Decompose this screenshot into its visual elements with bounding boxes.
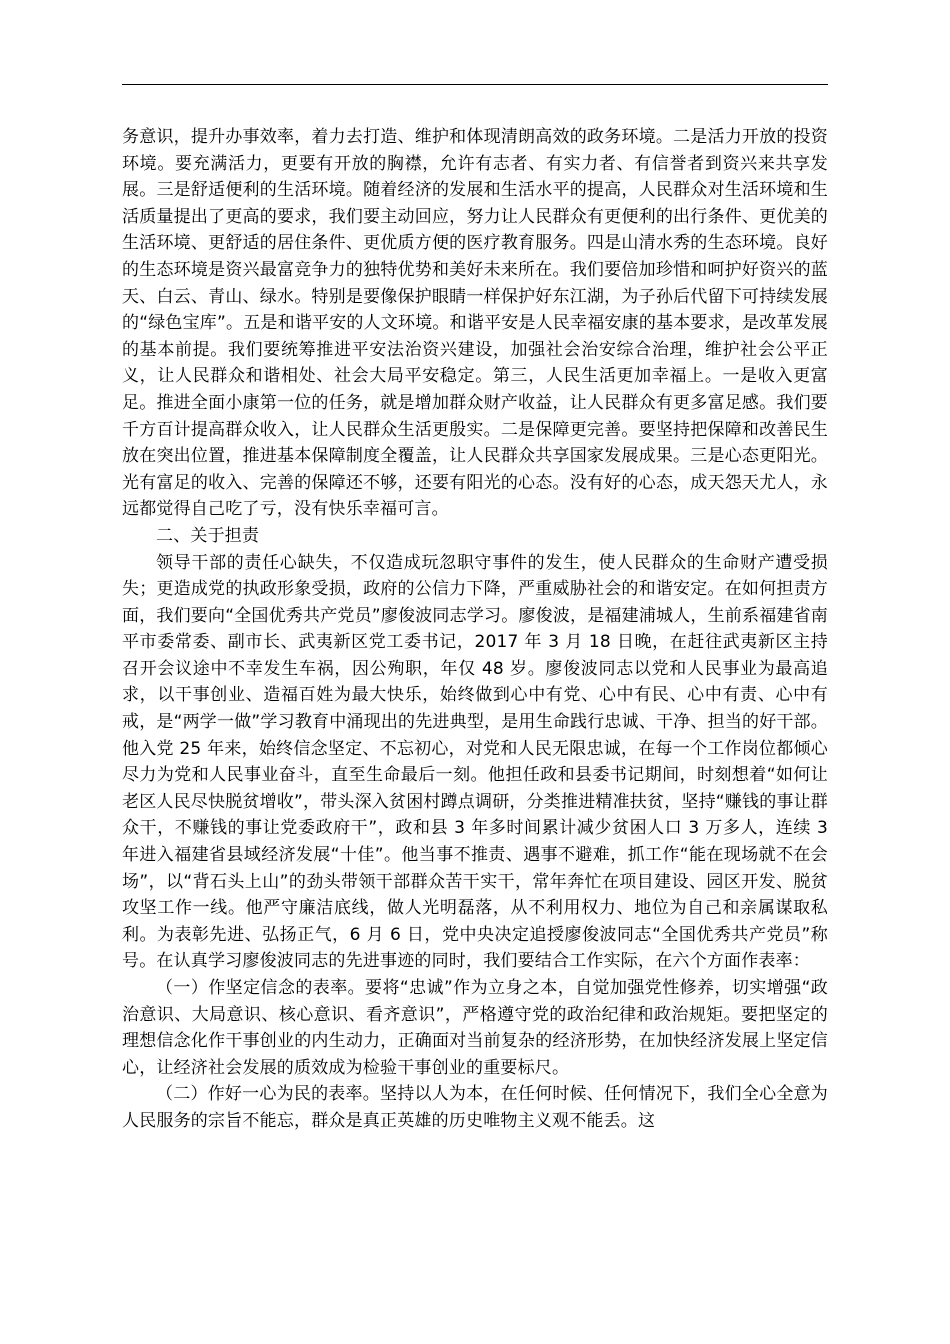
document-body: [122, 124, 828, 1135]
paragraph: 领导干部的责任心缺失，不仅造成玩忽职守事件的发生，使人民群众的生命财产遭受损失；更造成党的执政形象受损，政府的公信力下降，严重威胁社会的和谐安定。在如何担责方面，我们要向“全国优秀共产党员”廖俊波同志学习。廖俊波，是福建浦城人，生前系福建省南平市委常委、副市长、武夷新区党工委书记，2017 年 3 月 18 日晚，在赶往武夷新区主持召开会议途中不幸发生车祸，因公殉职，年仅 48 岁。廖俊波同志以党和人民事业为最高追求，以干事创业、造福百姓为最大快乐，始终做到心中有党、心中有民、心中有责、心中有戒，是“两学一做”学习教育中涌现出的先进典型，是用生命践行忠诚、干净、担当的好干部。他入党 25 年来，始终信念坚定、不忘初心，对党和人民无限忠诚，在每一个工作岗位都倾心尽力为党和人民事业奋斗，直至生命最后一刻。他担任政和县委书记期间，时刻想着“如何让老区人民尽快脱贫增收”，带头深入贫困村蹲点调研，分类推进精准扶贫，坚持“赚钱的事让群众干，不赚钱的事让党委政府干”，政和县 3 年多时间累计减少贫困人口 3 万多人，连续 3 年进入福建省县域经济发展“十佳”。他当事不推责、遇事不避难，抓工作“能在现场就不在会场”，以“背石头上山”的劲头带领干部群众苦干实干，常年奔忙在项目建设、园区开发、脱贫攻坚工作一线。他严守廉洁底线，做人光明磊落，从不利用权力、地位为自己和亲属谋取私利。为表彰先进、弘扬正气，6 月 6 日，党中央决定追授廖俊波同志“全国优秀共产党员”称号。在认真学习廖俊波同志的先进事迹的同时，我们要结合工作实际，在六个方面作表率：: [122, 552, 829, 972]
paragraph: （一）作坚定信念的表率。要将“忠诚”作为立身之本，自觉加强党性修养，切实增强“政治意识、大局意识、核心意识、看齐意识”，严格遵守党的政治纪律和政治规矩。要把坚定的理想信念化作干事创业的内生动力，正确面对当前复杂的经济形势，在加快经济发展上坚定信心，让经济社会发展的质效成为检验干事创业的重要标尺。: [122, 978, 828, 1078]
paragraph: （二）作好一心为民的表率。坚持以人为本，在任何时候、任何情况下，我们全心全意为人民服务的宗旨不能忘，群众是真正英雄的历史唯物主义观不能丢。这: [122, 1084, 828, 1131]
header-rule: [122, 84, 828, 85]
section-heading: 二、关于担责: [156, 525, 260, 546]
paragraph-continued: 务意识，提升办事效率，着力去打造、维护和体现清朗高效的政务环境。二是活力开放的投资环境。要充满活力，更要有开放的胸襟，允许有志者、有实力者、有信誉者到资兴来共享发展。三是舒适便利的生活环境。随着经济的发展和生活水平的提高，人民群众对生活环境和生活质量提出了更高的要求，我们要主动回应，努力让人民群众有更便利的出行条件、更优美的生活环境、更舒适的居住条件、更优质方便的医疗教育服务。四是山清水秀的生态环境。良好的生态环境是资兴最富竞争力的独特优势和美好未来所在。我们要倍加珍惜和呵护好资兴的蓝天、白云、青山、绿水。特别是要像保护眼睛一样保护好东江湖，为子孙后代留下可持续发展的“绿色宝库”。五是和谐平安的人文环境。和谐平安是人民幸福安康的基本要求，是改革发展的基本前提。我们要统筹推进平安法治资兴建设，加强社会治安综合治理，维护社会公平正义，让人民群众和谐相处、社会大局平安稳定。第三，人民生活更加幸福上。一是收入更富足。推进全面小康第一位的任务，就是增加群众财产收益，让人民群众有更多富足感。我们要千方百计提高群众收入，让人民群众生活更殷实。二是保障更完善。要坚持把保障和改善民生放在突出位置，推进基本保障制度全覆盖，让人民群众共享国家发展成果。三是心态更阳光。光有富足的收入、完善的保障还不够，还要有阳光的心态。没有好的心态，成天怨天尤人，永远都觉得自己吃了亏，没有快乐幸福可言。: [122, 127, 829, 520]
